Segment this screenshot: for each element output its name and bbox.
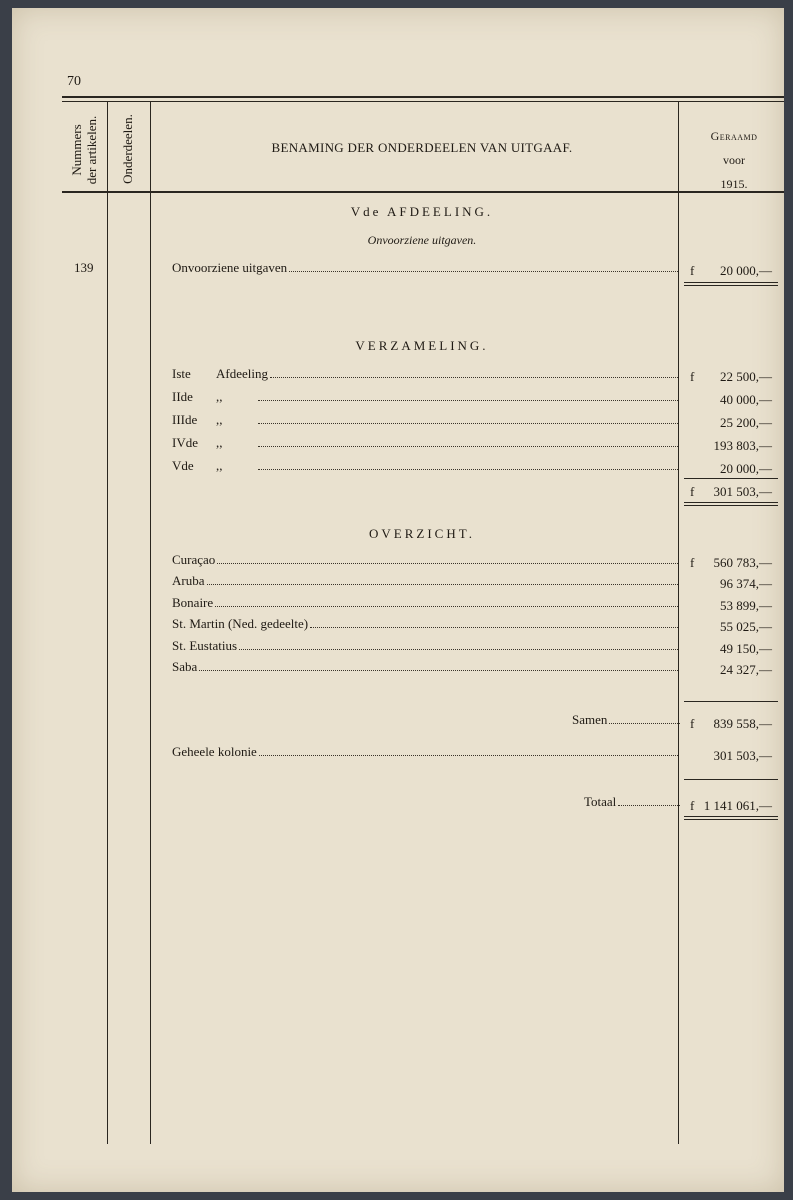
totaal-amount: f 1 141 061,—	[690, 798, 772, 813]
section-title-verzameling: VERZAMELING.	[355, 338, 489, 353]
samen-amount: f 839 558,—	[690, 716, 772, 731]
section-title-afdeeling: Vde AFDEELING.	[350, 204, 494, 219]
line-item-amount: 20 000,—	[720, 461, 772, 476]
line-item-label: IIde	[172, 389, 193, 404]
amount: f 20 000,—	[690, 263, 772, 278]
line-item-label: St. Martin (Ned. gedeelte)	[172, 616, 309, 632]
column-divider-1	[107, 102, 108, 1144]
sum-rule	[684, 819, 778, 820]
line-item-ditto: ,,	[216, 412, 223, 427]
header-geraamd: Geraamd voor 1915.	[710, 129, 758, 191]
line-item-label: Vde	[172, 458, 194, 473]
line-item-amount: 96 374,—	[720, 576, 772, 592]
geheele-amount: 301 503,—	[713, 748, 772, 763]
header-onderdeelen: Onderdeelen.	[120, 114, 135, 184]
column-divider-2	[150, 102, 151, 1144]
line-item-amount: 49 150,—	[720, 640, 772, 656]
page-number: 70	[67, 74, 81, 89]
header-benaming: BENAMING DER ONDERDEELEN VAN UITGAAF.	[271, 140, 573, 155]
sum-rule	[684, 701, 778, 702]
line-item	[172, 616, 682, 634]
header-rule-top-thin	[62, 101, 784, 102]
line-item-label: IVde	[172, 435, 198, 450]
totaal-label: Totaal	[584, 794, 682, 810]
line-item-ditto: ,,	[216, 458, 223, 473]
verzameling-total: f 301 503,—	[690, 484, 772, 499]
sum-rule	[684, 779, 778, 780]
line-item	[172, 366, 682, 384]
line-item	[172, 595, 682, 613]
line-item: Onvoorziene uitgaven	[172, 260, 682, 278]
line-item-ditto: Afdeeling	[216, 366, 268, 381]
line-item-amount: 25 200,—	[720, 415, 772, 430]
line-item-amount: 40 000,—	[720, 392, 772, 407]
line-item-geheele-kolonie: Geheele kolonie	[172, 744, 682, 762]
line-item	[172, 638, 682, 656]
line-item-amount: f 22 500,—	[690, 369, 772, 384]
sum-rule	[684, 282, 778, 283]
line-item-label: Iste	[172, 366, 191, 381]
header-rule-bottom	[62, 191, 784, 193]
header-nummers: Nummers der artikelen.	[69, 115, 99, 185]
line-item-amount: 24 327,—	[720, 662, 772, 677]
section-title-overzicht: OVERZICHT.	[369, 526, 475, 541]
line-item-amount: 193 803,—	[713, 438, 772, 453]
header-rule-top	[62, 96, 784, 98]
line-item-ditto: ,,	[216, 389, 223, 404]
line-item-label: Bonaire	[172, 594, 214, 610]
document-page	[12, 8, 784, 1192]
line-item	[172, 659, 682, 677]
line-item-label: St. Eustatius	[172, 637, 238, 653]
sum-rule	[684, 816, 778, 817]
samen-label: Samen	[572, 712, 682, 728]
line-item	[172, 573, 682, 591]
line-item-amount: f 560 783,—	[690, 555, 772, 570]
line-item	[172, 389, 682, 407]
line-item	[172, 412, 682, 430]
line-item-label: IIIde	[172, 412, 198, 427]
line-item	[172, 435, 682, 453]
sum-rule	[684, 502, 778, 503]
article-number: 139	[74, 260, 94, 275]
line-item	[172, 458, 682, 476]
line-item	[172, 552, 682, 570]
line-item-ditto: ,,	[216, 435, 223, 450]
line-item-label: Saba	[172, 659, 198, 674]
line-item-label: Aruba	[172, 573, 205, 589]
sum-rule	[684, 285, 778, 286]
sum-rule	[684, 505, 778, 506]
line-item-label: Curaçao	[172, 552, 216, 567]
line-item-amount: 55 025,—	[720, 619, 772, 635]
line-item-amount: 53 899,—	[720, 597, 772, 613]
section-subtitle: Onvoorziene uitgaven.	[367, 233, 477, 247]
